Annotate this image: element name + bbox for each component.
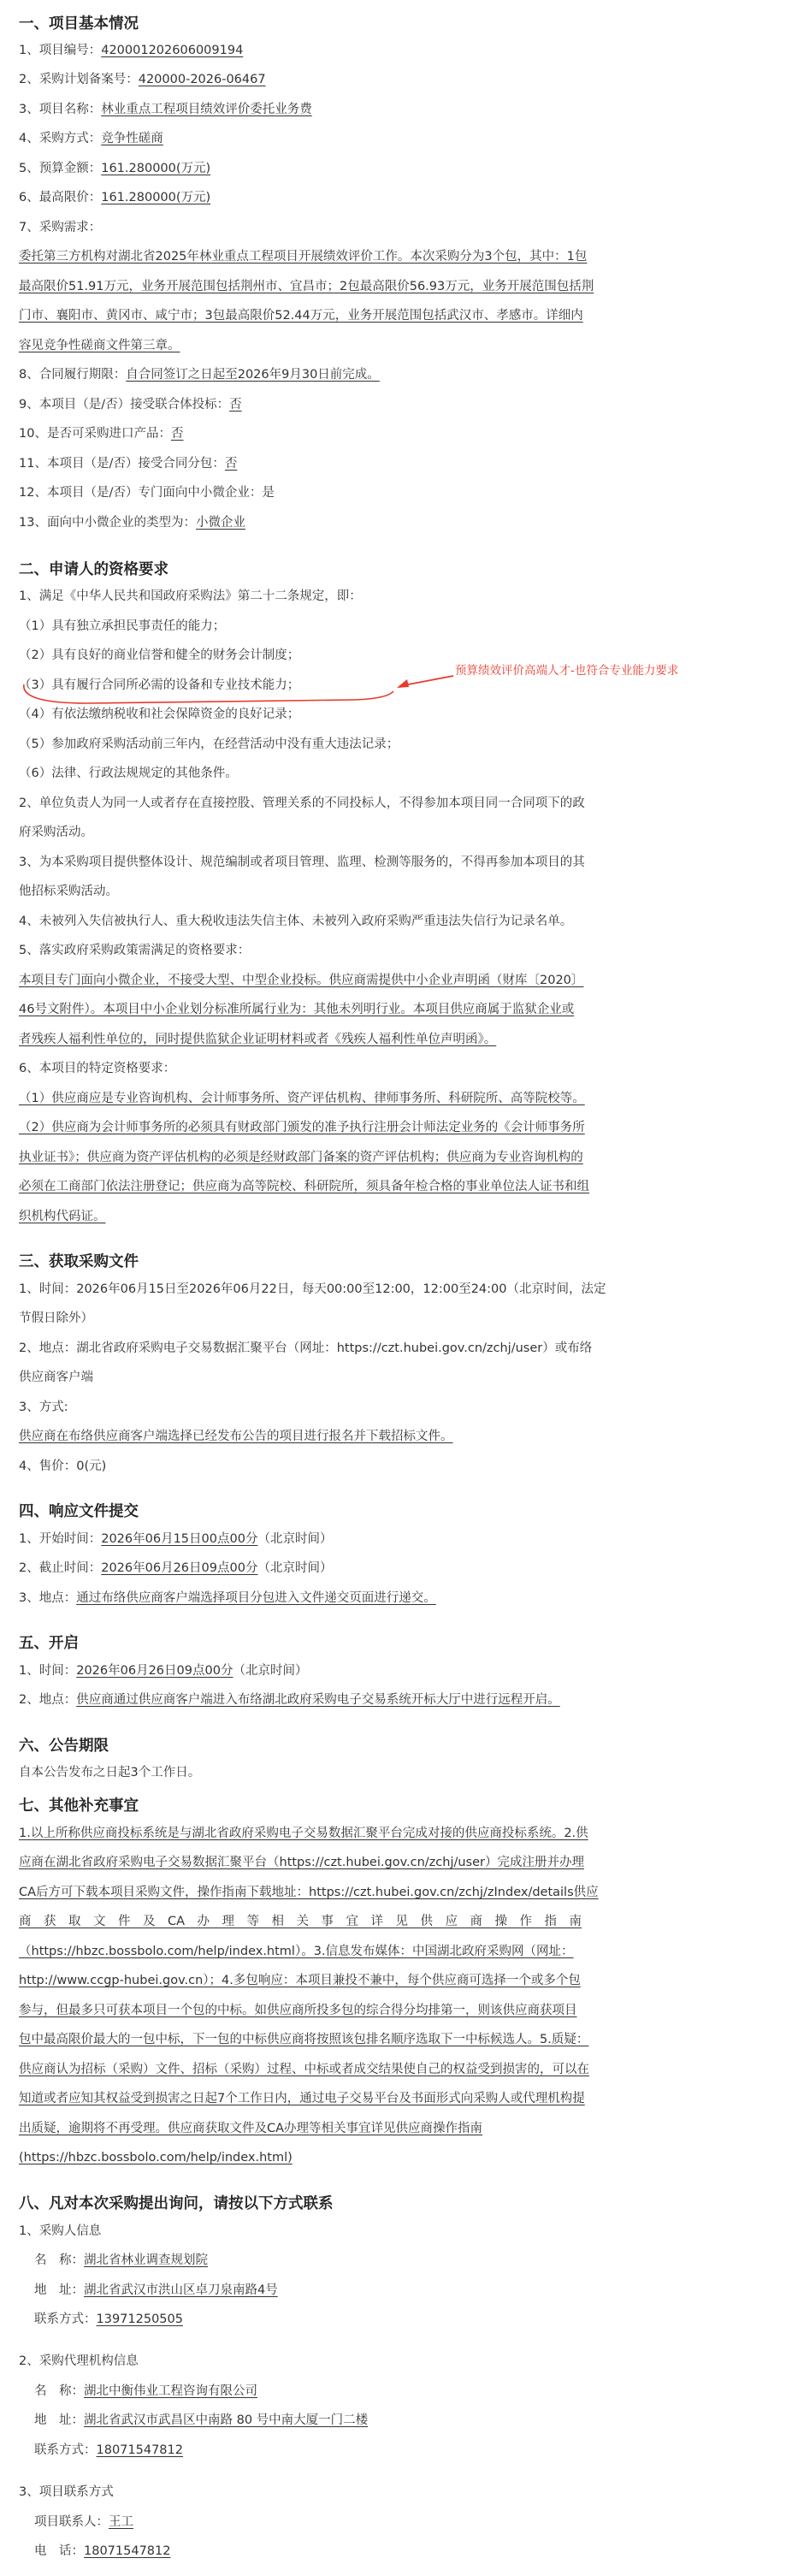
supplement-line: 商 获 取 文 件 及 CA 办 理 等 相 关 事 宜 详 见 供 应 商 操 作 指 南	[19, 1915, 582, 1928]
project-name-value: 林业重点工程项目绩效评价委托业务费	[101, 103, 312, 116]
supplement-line: http://www.ccgp-hubei.gov.cn）；4.多包响应：本项目兼投不兼中，每个供应商可选择一个或多个包	[19, 1974, 581, 1987]
clause-2-line: 府采购活动。	[19, 826, 93, 839]
max-price-value: 161.280000(万元)	[101, 191, 211, 204]
submit-start-label: 1、开始时间：	[19, 1532, 102, 1546]
agent-name-value: 湖北中衡伟业工程咨询有限公司	[84, 2384, 257, 2398]
contact-title: 3、项目联系方式	[19, 2485, 114, 2499]
section-7-title: 七、其他补充事宜	[19, 1797, 139, 1815]
section-5-title: 五、开启	[19, 1635, 79, 1652]
buyer-phone-value: 13971250505	[96, 2312, 183, 2326]
buyer-title: 1、采购人信息	[19, 2224, 102, 2238]
procurement-method-value: 竞争性磋商	[101, 132, 163, 145]
project-number-label: 1、项目编号：	[19, 44, 102, 57]
agent-phone-value: 18071547812	[96, 2443, 183, 2457]
submit-place-value: 通过布络供应商客户端选择项目分包进入文件递交页面进行递交。	[76, 1591, 436, 1605]
clause-6-line: 必须在工商部门依法注册登记；供应商为高等院校、科研院所，须具备年检合格的事业单位法人证书和组	[19, 1180, 589, 1193]
agent-address-row	[34, 2412, 368, 2429]
subcontract-label: 11、本项目（是/否）接受合同分包：	[19, 457, 225, 471]
plan-number-label: 2、采购计划备案号：	[19, 73, 139, 86]
annotation-markup	[19, 0, 771, 770]
agent-phone-label: 联系方式：	[34, 2443, 97, 2457]
opening-time-label: 1、时间：	[19, 1664, 77, 1678]
obtain-method-title: 3、方式:	[19, 1401, 68, 1414]
obtain-time-line: 节假日除外）	[19, 1312, 93, 1325]
consortium-label: 9、本项目（是/否）接受联合体投标：	[19, 398, 230, 412]
qualification-item-highlighted: （3）具有履行合同所必需的设备和专业技术能力；	[19, 678, 300, 692]
import-value: 否	[170, 427, 184, 441]
clause-2-line: 2、单位负责人为同一人或者存在直接控股、管理关系的不同投标人，不得参加本项目同一合同项下的政	[19, 796, 585, 810]
clause-6-title: 6、本项目的特定资格要求：	[19, 1062, 176, 1075]
obtain-place-line: 供应商客户端	[19, 1371, 93, 1384]
demand-line: 门市、襄阳市、黄冈市、咸宁市；3包最高限价52.44万元，业务开展范围包括武汉市、孝感市。详细内	[19, 309, 583, 323]
buyer-name-row	[34, 2252, 208, 2269]
opening-time-value: 2026年06月26日09点00分	[76, 1664, 233, 1678]
supplement-line: 应商在湖北省政府采购电子交易数据汇聚平台（https://czt.hubei.gov.cn/zchj/user）完成注册并办理	[19, 1856, 584, 1869]
qualification-item: （2）具有良好的商业信誉和健全的财务会计制度；	[19, 648, 300, 662]
obtain-time-text: 1、时间：2026年06月15日至2026年06月22日，每天00:00至12:00，12:00至24:00（北京时间，法定	[19, 1282, 606, 1296]
buyer-phone-label: 联系方式：	[34, 2312, 97, 2326]
project-number-value: 420001202606009194	[101, 44, 244, 57]
import-label: 10、是否可采购进口产品：	[19, 427, 171, 441]
agent-address-label: 地 址：	[34, 2413, 84, 2427]
submit-end-value: 2026年06月26日09点00分	[101, 1561, 258, 1575]
demand-line: 委托第三方机构对湖北省2025年林业重点工程项目开展绩效评价工作。本次采购分为3个包，其中：1包	[19, 250, 588, 264]
qualification-item: （6）法律、行政法规规定的其他条件。	[19, 767, 238, 780]
supplement-line: 供应商认为招标（采购）文件、招标（采购）过程、中标或者成交结果使自己的权益受到损害的，可以在	[19, 2063, 589, 2076]
project-name-label: 3、项目名称：	[19, 103, 102, 116]
sme-value: 是	[262, 486, 275, 500]
sme-type-label: 13、面向中小微企业的类型为：	[19, 516, 196, 530]
submit-start-row	[19, 1531, 332, 1548]
clause-6-line: 执业证书》；供应商为资产评估机构的必须是经财政部门备案的资产评估机构；供应商为专业咨询机构的	[19, 1151, 583, 1164]
buyer-name-value: 湖北省林业调查规划院	[84, 2253, 208, 2267]
clause-6-line: （2）供应商为会计师事务所的必须具有财政部门颁发的准予执行注册会计师法定业务的《会计师事务所	[19, 1121, 585, 1134]
contact-phone-label: 电 话：	[34, 2544, 84, 2558]
supplement-line: 1.以上所称供应商投标系统是与湖北省政府采购电子交易数据汇聚平台完成对接的供应商投标系统。2.供	[19, 1827, 588, 1840]
supplement-line: （https://hbzc.bossbolo.com/help/index.html）。3.信息发布媒体：中国湖北政府采购网（网址：	[19, 1945, 574, 1958]
clause-5-title: 5、落实政府采购政策需满足的资格要求：	[19, 944, 251, 957]
opening-place-value: 供应商通过供应商客户端进入布络湖北政府采购电子交易系统开标大厅中进行远程开启。	[76, 1693, 560, 1707]
clause-4-line: 4、未被列入失信被执行人、重大税收违法失信主体、未被列入政府采购严重违法失信行为记录名单。	[19, 915, 573, 928]
qualification-item: （1）具有独立承担民事责任的能力；	[19, 619, 226, 633]
buyer-phone-row	[34, 2311, 183, 2328]
budget-value: 161.280000(万元)	[101, 162, 211, 175]
section-2-title: 二、申请人的资格要求	[19, 561, 168, 578]
obtain-time-line	[19, 1281, 606, 1298]
clause-5-line: 46号文附件）。本项目中小企业划分标准所属行业为：其他未列明行业。本项目供应商属于监狱企业或	[19, 1003, 575, 1016]
obtain-place-line: 2、地点：湖北省政府采购电子交易数据汇聚平台（网址：https://czt.hubei.gov.cn/zchj/user）或布络	[19, 1341, 593, 1355]
contact-person-row	[34, 2514, 133, 2531]
supplement-line: 知道或者应知其权益受到损害之日起7个工作日内，通过电子交易平台及书面形式向采购人或代理机构提	[19, 2092, 585, 2105]
agent-title: 2、采购代理机构信息	[19, 2354, 139, 2368]
buyer-name-label: 名 称：	[34, 2253, 84, 2267]
qualification-item: （4）有依法缴纳税收和社会保障资金的良好记录；	[19, 708, 300, 721]
section-6-title: 六、公告期限	[19, 1738, 109, 1755]
submit-start-value: 2026年06月15日00点00分	[101, 1532, 258, 1546]
annotation-underline	[24, 684, 393, 703]
supplement-line: 出质疑，逾期将不再受理。供应商获取文件及CA办理等相关事宜详见供应商操作指南	[19, 2122, 483, 2135]
opening-place-row	[19, 1691, 560, 1708]
contract-period-label: 8、合同履行期限：	[19, 368, 127, 382]
opening-place-label: 2、地点：	[19, 1693, 77, 1707]
clause-5-line: 本项目专门面向小微企业，不接受大型、中型企业投标。供应商需提供中小企业声明函（财库〔2020〕	[19, 974, 584, 987]
opening-time-tz: （北京时间）	[233, 1664, 308, 1678]
sme-type-value: 小微企业	[195, 516, 245, 530]
contact-person-value: 王工	[109, 2515, 133, 2529]
supplement-line: 参与，但最多只可获本项目一个包的中标。如供应商所投多包的综合得分均排第一，则该供应商获项目	[19, 2004, 577, 2017]
contact-phone-row	[34, 2543, 170, 2560]
section-1-title: 一、项目基本情况	[19, 15, 139, 33]
supplement-line: 包中最高限价最大的一包中标，下一包的中标供应商将按照该包排名顺序选取下一中标候选人。5.质疑：	[19, 2033, 589, 2046]
demand-line: 容见竞争性磋商文件第三章。	[19, 339, 180, 352]
clause-6-line: 织机构代码证。	[19, 1210, 106, 1223]
section-3-title: 三、获取采购文件	[19, 1253, 139, 1270]
law-article-line: 1、满足《中华人民共和国政府采购法》第二十二条规定，即：	[19, 589, 362, 603]
notice-period: 自本公告发布之日起3个工作日。	[19, 1766, 201, 1780]
sme-label: 12、本项目（是/否）专门面向中小微企业：	[19, 486, 263, 500]
annotation-note: 预算绩效评价高端人才-也符合专业能力要求	[455, 664, 679, 678]
buyer-address-value: 湖北省武汉市洪山区卓刀泉南路4号	[84, 2283, 278, 2297]
section-8-title: 八、凡对本次采购提出询问，请按以下方式联系	[19, 2195, 334, 2212]
max-price-label: 6、最高限价：	[19, 191, 102, 204]
obtain-price: 4、售价：0(元)	[19, 1460, 107, 1473]
section-4-title: 四、响应文件提交	[19, 1503, 139, 1520]
submit-end-row	[19, 1560, 332, 1577]
contact-phone-value: 18071547812	[84, 2544, 171, 2558]
clause-5-line: 者残疾人福利性单位的，同时提供监狱企业证明材料或者《残疾人福利性单位声明函》。	[19, 1033, 497, 1046]
opening-time-row	[19, 1662, 307, 1679]
submit-place-label: 3、地点：	[19, 1591, 77, 1605]
submit-end-tz: （北京时间）	[257, 1561, 333, 1575]
supplement-line: (https://hbzc.bossbolo.com/help/index.html)	[19, 2151, 293, 2164]
agent-phone-row	[34, 2442, 183, 2459]
budget-label: 5、预算金额：	[19, 162, 102, 175]
submit-end-label: 2、截止时间：	[19, 1561, 102, 1575]
submit-start-tz: （北京时间）	[257, 1532, 333, 1546]
agent-address-value: 湖北省武汉市武昌区中南路 80 号中南大厦一门二楼	[84, 2413, 369, 2427]
supplement-line: CA后方可下载本项目采购文件，操作指南下载地址：https://czt.hubei.gov.cn/zchj/zIndex/details供应	[19, 1886, 599, 1899]
obtain-method-text: 供应商在布络供应商客户端选择已经发布公告的项目进行报名并下载招标文件。	[19, 1430, 453, 1443]
buyer-address-row	[34, 2282, 278, 2299]
demand-label: 7、采购需求：	[19, 221, 102, 234]
demand-line: 最高限价51.91万元，业务开展范围包括荆州市、宜昌市；2包最高限价56.93万元，业务开展范围包括荆	[19, 280, 594, 293]
annotation-arrow-head	[397, 679, 409, 688]
procurement-method-label: 4、采购方式：	[19, 132, 102, 145]
clause-3-line: 他招标采购活动。	[19, 885, 118, 898]
qualification-item: （5）参加政府采购活动前三年内，在经营活动中没有重大违法记录；	[19, 737, 399, 751]
consortium-value: 否	[229, 398, 242, 412]
submit-place-row	[19, 1590, 436, 1607]
subcontract-value: 否	[224, 457, 238, 471]
clause-6-line: （1）供应商应是专业咨询机构、会计师事务所、资产评估机构、律师事务所、科研院所、高等院校等。	[19, 1092, 585, 1105]
plan-number-value: 420000-2026-06467	[138, 73, 266, 86]
agent-name-row	[34, 2383, 257, 2400]
clause-3-line: 3、为本采购项目提供整体设计、规范编制或者项目管理、监理、检测等服务的，不得再参加本项目的其	[19, 856, 585, 869]
buyer-address-label: 地 址：	[34, 2283, 84, 2297]
contract-period-value: 自合同签订之日起至2026年9月30日前完成。	[126, 368, 380, 382]
agent-name-label: 名 称：	[34, 2384, 84, 2398]
contact-person-label: 项目联系人：	[34, 2515, 109, 2529]
